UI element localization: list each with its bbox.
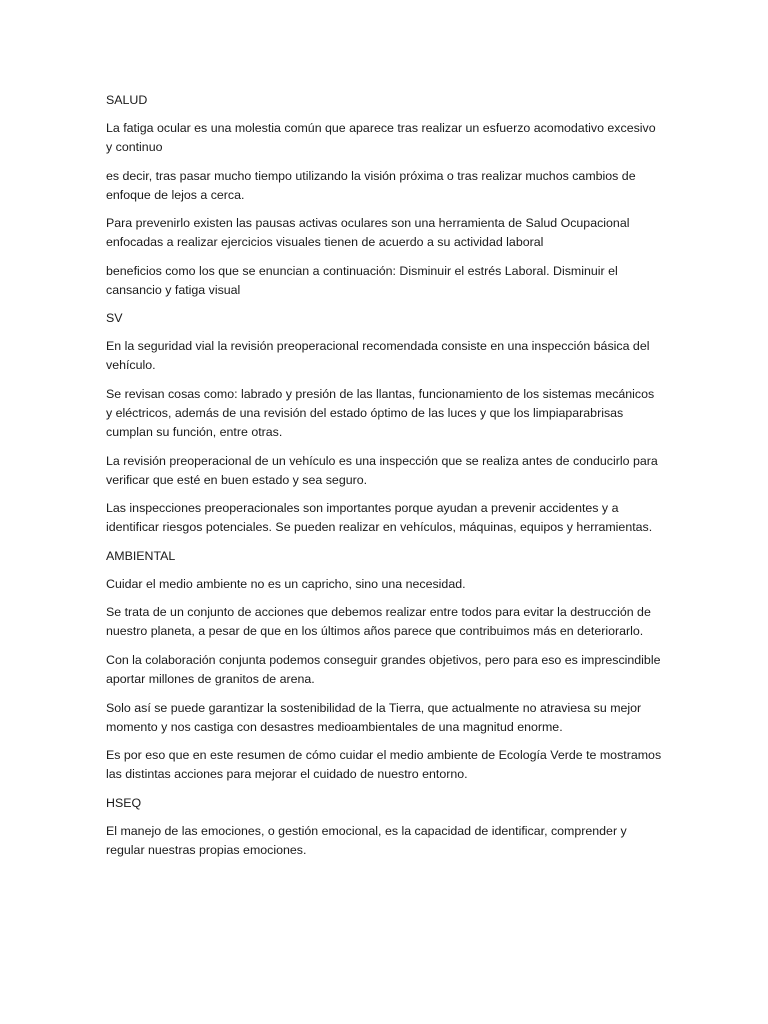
section-hseq: [106, 794, 662, 860]
paragraph: Para prevenirlo existen las pausas activas oculares son una herramienta de Salud Ocupacional enfocadas a realizar ejercicios visuales tienen de acuerdo a su actividad laboral: [106, 216, 630, 250]
section-sv: [106, 309, 662, 537]
section-ambiental: [106, 547, 662, 784]
paragraph: Es por eso que en este resumen de cómo cuidar el medio ambiente de Ecología Verde te mostramos las distintas acciones para mejorar el cuidado de nuestro entorno.: [106, 748, 662, 782]
paragraph: Con la colaboración conjunta podemos conseguir grandes objetivos, pero para eso es imprescindible aportar millones de granitos de arena.: [106, 652, 661, 686]
paragraph: La revisión preoperacional de un vehículo es una inspección que se realiza antes de conducirlo para verificar que esté en buen estado y sea seguro.: [106, 453, 658, 487]
paragraph: es decir, tras pasar mucho tiempo utilizando la visión próxima o tras realizar muchos cambios de enfoque de lejos a cerca.: [106, 168, 636, 202]
paragraph: beneficios como los que se enuncian a continuación: Disminuir el estrés Laboral. Disminuir el cansancio y fatiga visual: [106, 263, 618, 297]
paragraph: Las inspecciones preoperacionales son importantes porque ayudan a prevenir accidentes y a identificar riesgos potenciales. Se pueden realizar en vehículos, máquinas, equipos y herramientas.: [106, 501, 653, 535]
paragraph: Cuidar el medio ambiente no es un capricho, sino una necesidad.: [106, 576, 466, 591]
section-heading: SALUD: [106, 93, 148, 107]
paragraph: Se revisan cosas como: labrado y presión de las llantas, funcionamiento de los sistemas mecánicos y eléctricos, además de una revisión del estado óptimo de las luces y que los limpiaparabrisas cumplan su función, entre otras.: [106, 386, 655, 439]
document-page: [106, 91, 662, 869]
paragraph: El manejo de las emociones, o gestión emocional, es la capacidad de identificar, comprender y regular nuestras propias emociones.: [106, 823, 627, 857]
section-heading: SV: [106, 311, 123, 326]
paragraph: Se trata de un conjunto de acciones que debemos realizar entre todos para evitar la destrucción de nuestro planeta, a pesar de que en los últimos años parece que contribuimos más en deteriorarlo.: [106, 605, 651, 639]
section-salud: [106, 91, 662, 300]
paragraph: En la seguridad vial la revisión preoperacional recomendada consiste en una inspección básica del vehículo.: [106, 339, 650, 373]
paragraph: La fatiga ocular es una molestia común que aparece tras realizar un esfuerzo acomodativo excesivo y continuo: [106, 121, 656, 154]
section-heading: HSEQ: [106, 795, 142, 810]
section-heading: AMBIENTAL: [106, 548, 176, 563]
paragraph: Solo así se puede garantizar la sostenibilidad de la Tierra, que actualmente no atraviesa su mejor momento y nos castiga con desastres medioambientales de una magnitud enorme.: [106, 700, 642, 734]
